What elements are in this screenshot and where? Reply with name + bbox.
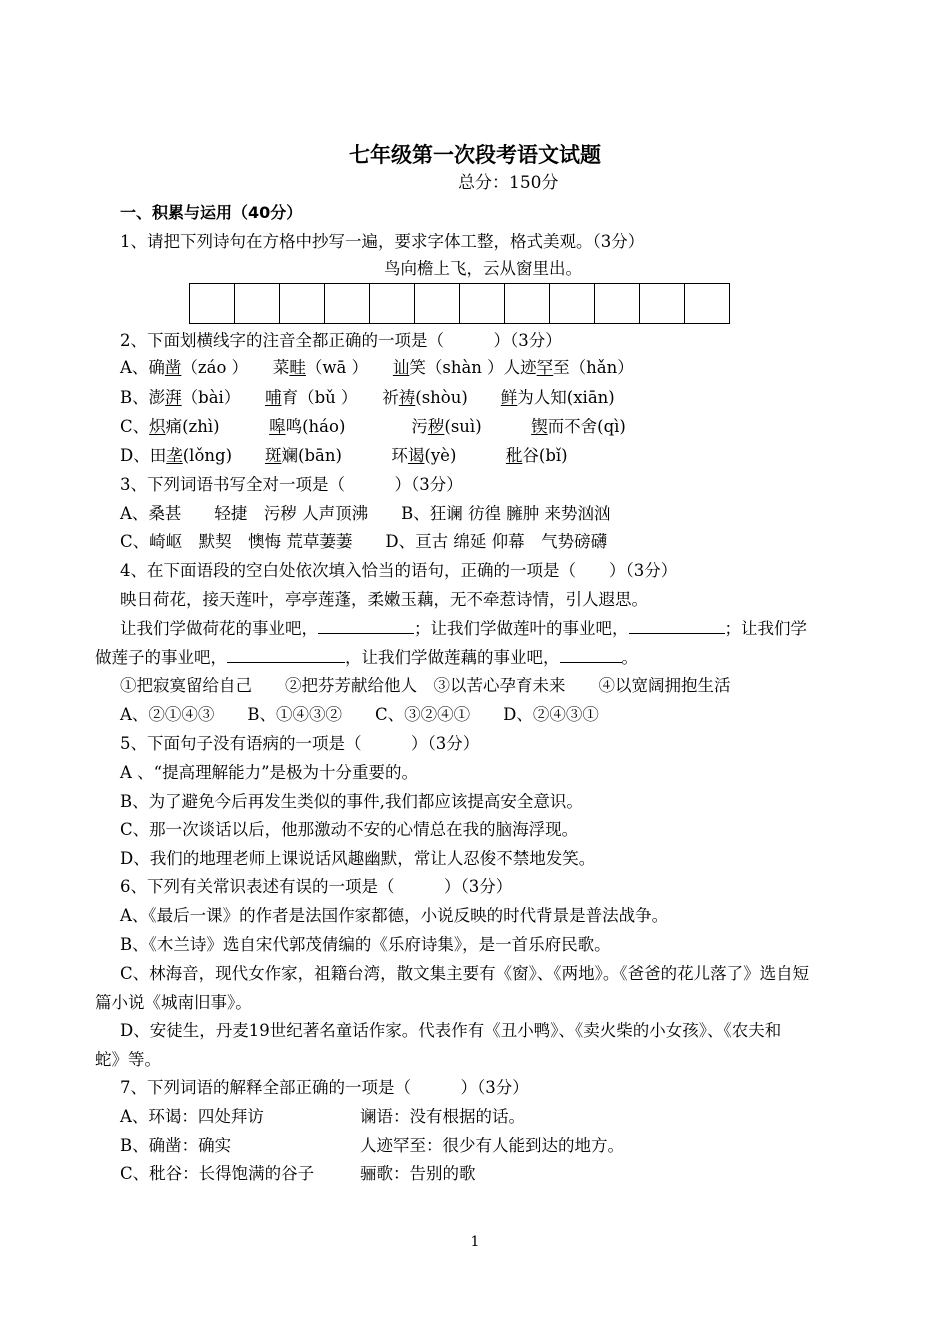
q7-stem: 7、下列词语的解释全部正确的一项是（ ）（3分） <box>120 1078 529 1097</box>
text: 为人知(xiān) <box>517 388 615 407</box>
grid-cell[interactable] <box>595 283 640 324</box>
underlined-char: 湃 <box>165 388 182 407</box>
q2-option-c <box>120 416 626 438</box>
q2-option-b <box>120 387 615 409</box>
grid-cell[interactable] <box>370 283 415 324</box>
fill-blank-3[interactable] <box>227 648 345 663</box>
text: B、澎 <box>120 388 166 407</box>
q6-option-d-line2: 蛇》等。 <box>95 1050 161 1069</box>
q7-option-a-term: A、环谒：四处拜访 <box>120 1107 264 1126</box>
text: 而不舍(qì) <box>547 417 626 436</box>
text: 做莲子的事业吧， <box>95 648 227 667</box>
text: （wā ） <box>305 358 393 377</box>
underlined-char: 秕 <box>505 446 523 465</box>
text: 谷(bǐ) <box>522 446 568 465</box>
q7-option-b-term: B、确凿：确实 <box>120 1136 232 1155</box>
grid-cell[interactable] <box>460 283 505 324</box>
text: ；让我们学 <box>724 619 807 638</box>
q6-option-a: A、《最后一课》的作者是法国作家都德，小说反映的时代背景是普法战争。 <box>120 906 669 925</box>
text: 育（bǔ ） 祈 <box>281 388 399 407</box>
q4-stem: 4、在下面语段的空白处依次填入恰当的语句，正确的一项是（ ）（3分） <box>120 561 678 580</box>
text: (shòu) <box>415 388 501 407</box>
text: 痛(zhì) <box>165 417 270 436</box>
text: A、确 <box>120 358 165 377</box>
underlined-char: 斑 <box>265 446 282 465</box>
q3-options-cd: C、崎岖 默契 懊悔 荒草萋萋 D、亘古 绵延 仰幕 气势磅礴 <box>120 532 608 551</box>
q1-poem: 鸟向檐上飞，云从窗里出。 <box>384 259 582 278</box>
grid-cell[interactable] <box>505 283 550 324</box>
total-score: 总分：150分 <box>458 173 559 193</box>
q4-choices: A、②①④③ B、①④③② C、③②④① D、②④③① <box>120 705 599 724</box>
grid-cell[interactable] <box>325 283 370 324</box>
section-heading: 一、积累与运用（40分） <box>120 203 303 222</box>
text: 至（hǎn） <box>553 358 634 377</box>
q5-option-b: B、为了避免今后再发生类似的事件,我们都应该提高安全意识。 <box>120 792 583 811</box>
q6-option-d-line1: D、安徒生，丹麦19世纪著名童话作家。代表作有《丑小鸭》、《卖火柴的小女孩》、《农夫和 <box>120 1021 782 1040</box>
text: C、 <box>120 417 150 436</box>
underlined-char: 凿 <box>164 358 182 377</box>
underlined-char: 垄 <box>166 446 183 465</box>
q5-option-a: A 、“提高理解能力”是极为十分重要的。 <box>120 763 419 782</box>
underlined-char: 锲 <box>531 417 548 436</box>
q3-options-ab: A、桑甚 轻捷 污秽 人声顶沸 B、狂谰 彷徨 臃肿 来势汹汹 <box>120 504 611 523</box>
grid-cell[interactable] <box>550 283 595 324</box>
underlined-char: 罕 <box>536 358 554 377</box>
q4-passage-2 <box>120 618 807 640</box>
page-number: 1 <box>470 1234 480 1250</box>
text: 斓(bān) 环 <box>281 446 408 465</box>
text: ，让我们学做莲藕的事业吧， <box>345 648 560 667</box>
q5-option-c: C、那一次谈话以后，他那激动不安的心情总在我的脑海浮现。 <box>120 820 579 839</box>
text: （záo ） 菜 <box>181 358 290 377</box>
q7-option-a-term2: 谰语：没有根据的话。 <box>360 1107 525 1126</box>
underlined-char: 炽 <box>149 417 166 436</box>
q6-stem: 6、下列有关常识表述有误的一项是（ ）（3分） <box>120 877 513 896</box>
grid-cell[interactable] <box>640 283 685 324</box>
q3-stem: 3、下列词语书写全对一项是（ ）（3分） <box>120 475 463 494</box>
text: (yè) <box>424 446 506 465</box>
q4-passage-3 <box>95 647 638 669</box>
underlined-char: 谒 <box>407 446 425 465</box>
text: 让我们学做荷花的事业吧， <box>120 619 318 638</box>
q2-option-d <box>120 445 568 467</box>
underlined-char: 祷 <box>398 388 416 407</box>
q1-stem: 1、请把下列诗句在方格中抄写一遍，要求字体工整，格式美观。（3分） <box>120 232 645 251</box>
fill-blank-1[interactable] <box>318 619 414 634</box>
text: D、田 <box>120 446 167 465</box>
page-title: 七年级第一次段考语文试题 <box>349 143 601 167</box>
grid-cell[interactable] <box>280 283 325 324</box>
text: 笑（shàn ）人迹 <box>409 358 537 377</box>
q2-stem: 2、下面划横线字的注音全都正确的一项是（ ）（3分） <box>120 331 562 350</box>
q2-option-a <box>120 357 634 379</box>
underlined-char: 畦 <box>289 358 306 377</box>
q5-stem: 5、下面句子没有语病的一项是（ ）（3分） <box>120 734 480 753</box>
text: 。 <box>621 648 638 667</box>
grid-cell[interactable] <box>235 283 280 324</box>
grid-cell[interactable] <box>190 283 235 324</box>
q7-option-c-term2: 骊歌：告别的歌 <box>360 1164 476 1183</box>
text: ；让我们学做莲叶的事业吧， <box>414 619 629 638</box>
underlined-char: 秽 <box>427 417 445 436</box>
underlined-char: 讪 <box>392 358 410 377</box>
text: 鸣(háo) 污 <box>285 417 428 436</box>
grid-cell[interactable] <box>415 283 460 324</box>
text: (lǒng) <box>182 446 266 465</box>
fill-blank-4[interactable] <box>560 648 622 663</box>
q4-statements: ①把寂寞留给自己 ②把芬芳献给他人 ③以苦心孕育未来 ④以宽阔拥抱生活 <box>120 676 731 695</box>
text: （bài） <box>181 388 266 407</box>
underlined-char: 鲜 <box>500 388 518 407</box>
fill-blank-2[interactable] <box>629 619 725 634</box>
q6-option-c-line2: 篇小说《城南旧事》。 <box>95 993 252 1012</box>
q5-option-d: D、我们的地理老师上课说话风趣幽默，常让人忍俊不禁地发笑。 <box>120 849 596 868</box>
grid-cell[interactable] <box>685 283 730 324</box>
q7-option-b-term2: 人迹罕至：很少有人能到达的地方。 <box>360 1136 624 1155</box>
writing-grid[interactable] <box>189 283 730 324</box>
q6-option-b: B、《木兰诗》选自宋代郭茂倩编的《乐府诗集》，是一首乐府民歌。 <box>120 935 611 954</box>
text: (suì) <box>444 417 532 436</box>
q4-passage-1: 映日荷花，接天莲叶，亭亭莲蓬，柔嫩玉藕，无不牵惹诗情，引人遐思。 <box>120 590 648 609</box>
underlined-char: 哺 <box>265 388 282 407</box>
underlined-char: 嗥 <box>269 417 286 436</box>
q6-option-c-line1: C、林海音，现代女作家，祖籍台湾，散文集主要有《窗》、《两地》。《爸爸的花儿落了》选自短 <box>120 964 810 983</box>
q7-option-c-term: C、秕谷：长得饱满的谷子 <box>120 1164 315 1183</box>
